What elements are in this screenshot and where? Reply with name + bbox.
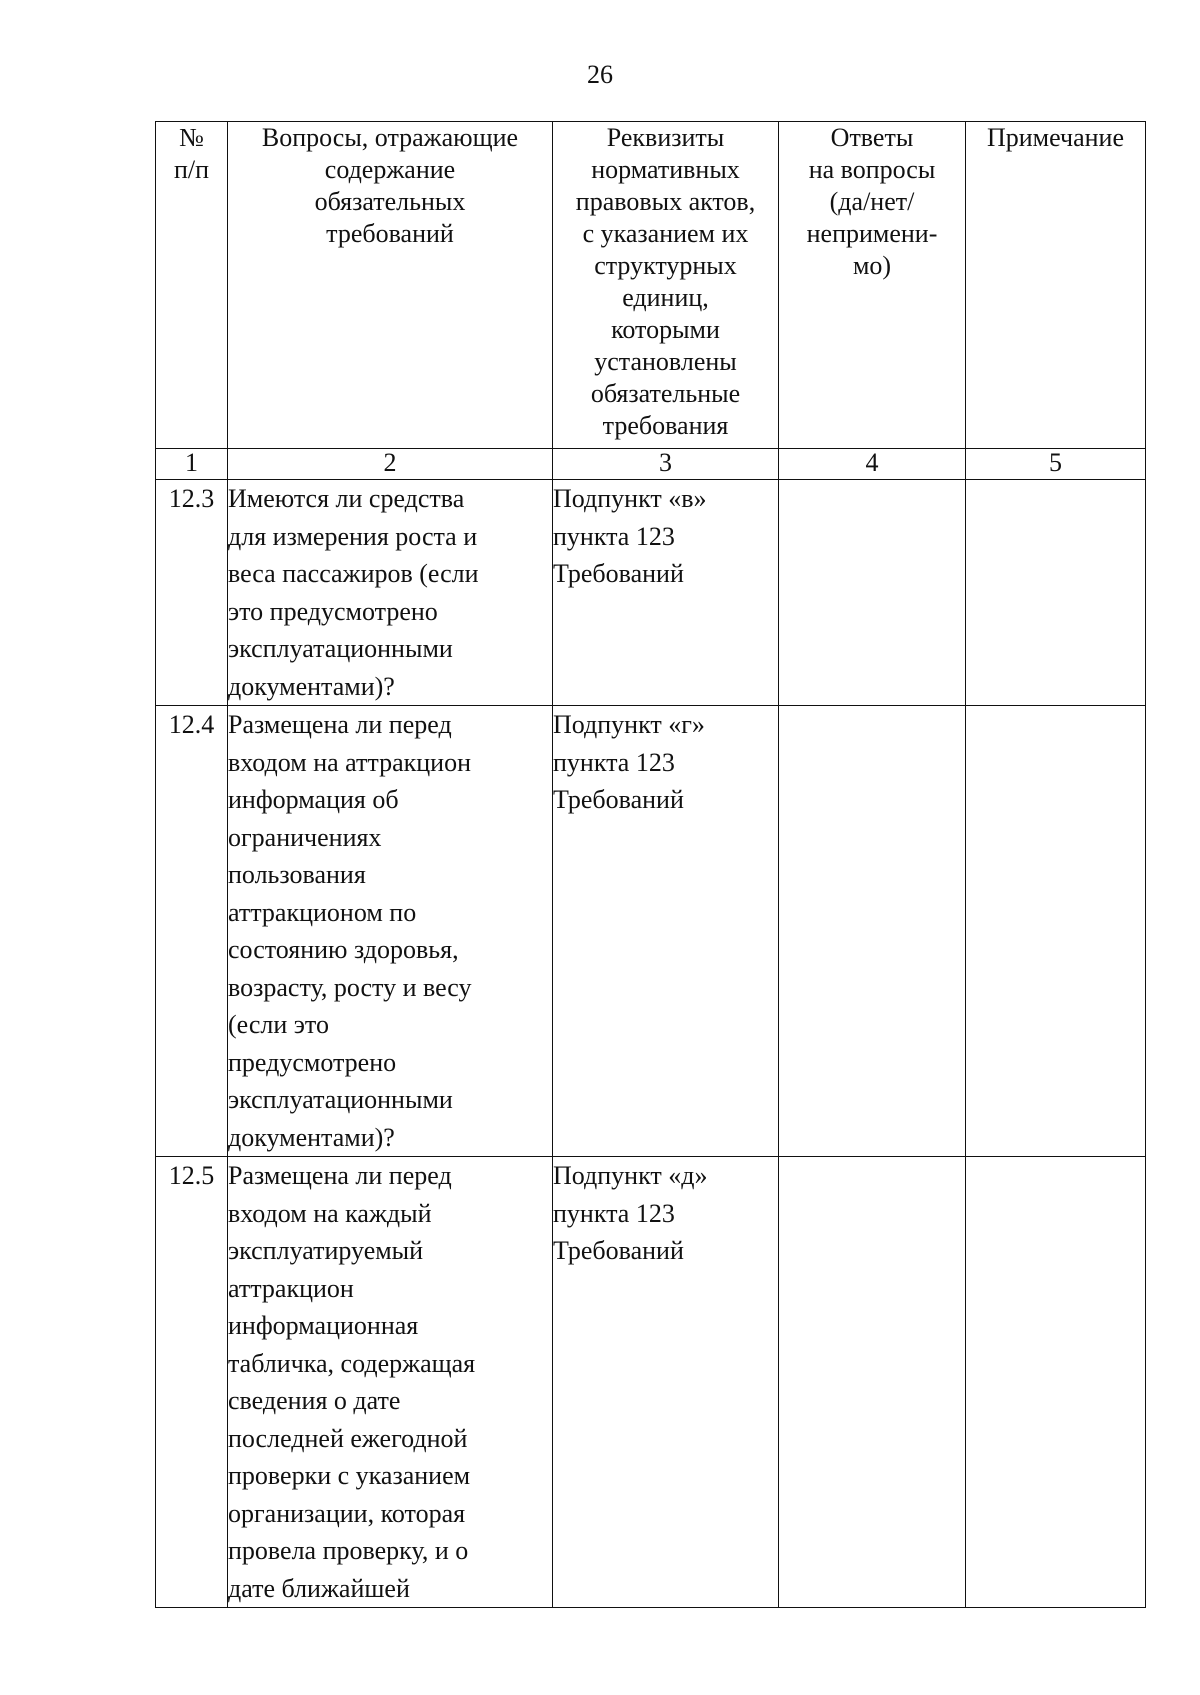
text-line: пункта 123 xyxy=(553,747,675,777)
text-line: Подпункт «д» xyxy=(553,1161,708,1190)
column-number: 4 xyxy=(779,449,966,480)
row-reference xyxy=(553,706,779,1157)
text-line: на вопросы xyxy=(808,155,936,184)
text-line: которыми xyxy=(611,315,720,344)
column-numbers-row xyxy=(156,449,1146,480)
text-line: организации, которая xyxy=(228,1498,466,1528)
text-line: Подпункт «г» xyxy=(553,710,705,739)
text-line: состоянию здоровья, xyxy=(228,935,459,964)
text-line: для измерения роста и xyxy=(228,521,478,551)
header-col-note xyxy=(966,122,1146,449)
table-row xyxy=(156,706,1146,1157)
header-col-number xyxy=(156,122,228,449)
text-line: Размещена ли перед xyxy=(228,1161,452,1190)
text-line: Размещена ли перед xyxy=(228,710,452,739)
text-line: входом на каждый xyxy=(228,1198,432,1228)
row-number: 12.3 xyxy=(156,480,228,706)
text-line: Реквизиты xyxy=(606,123,725,152)
column-number: 2 xyxy=(228,449,553,480)
text-line: возрасту, росту и весу xyxy=(228,972,472,1002)
text-line: аттракцион xyxy=(228,1273,354,1303)
text-line: ограничениях xyxy=(228,822,382,852)
page-number: 26 xyxy=(587,60,613,89)
text-line: обязательных xyxy=(314,187,466,216)
text-line: последней ежегодной xyxy=(228,1423,468,1453)
header-col-questions xyxy=(228,122,553,449)
text-line: содержание xyxy=(324,155,456,184)
row-answer[interactable] xyxy=(779,480,966,706)
row-question xyxy=(228,1157,553,1608)
text-line: это предусмотрено xyxy=(228,596,438,626)
text-line: информация об xyxy=(228,785,399,814)
text-line: (да/нет/ xyxy=(829,187,915,216)
text-line: (если это xyxy=(228,1010,329,1039)
row-reference xyxy=(553,480,779,706)
text-line: Вопросы, отражающие xyxy=(261,123,519,152)
text-line: требований xyxy=(326,219,454,248)
text-line: правовых актов, xyxy=(575,187,756,216)
text-line: табличка, содержащая xyxy=(228,1348,476,1378)
table-row xyxy=(156,480,1146,706)
header-col-answers xyxy=(779,122,966,449)
text-line: предусмотрено xyxy=(228,1047,397,1077)
text-line: обязательные xyxy=(590,379,741,408)
text-line: № xyxy=(179,123,204,152)
text-line: аттракционом по xyxy=(228,897,417,927)
text-line: пункта 123 xyxy=(553,521,675,551)
row-question xyxy=(228,706,553,1157)
text-line: проверки с указанием xyxy=(228,1461,471,1490)
text-line: веса пассажиров (если xyxy=(228,559,479,588)
text-line: информационная xyxy=(228,1311,419,1340)
row-note[interactable] xyxy=(966,706,1146,1157)
row-note[interactable] xyxy=(966,1157,1146,1608)
column-number: 5 xyxy=(966,449,1146,480)
text-line: нормативных xyxy=(591,155,740,184)
row-reference xyxy=(553,1157,779,1608)
text-line: с указанием их xyxy=(582,219,749,248)
text-line: единиц, xyxy=(622,283,709,312)
text-line: эксплуатируемый xyxy=(228,1236,424,1265)
text-line: документами)? xyxy=(228,1122,395,1152)
requirements-table xyxy=(155,121,1146,1608)
text-line: документами)? xyxy=(228,671,395,701)
text-line: сведения о дате xyxy=(228,1386,401,1415)
text-line: Требований xyxy=(553,559,684,588)
text-line: Примечание xyxy=(986,123,1125,152)
column-number: 3 xyxy=(553,449,779,480)
text-line: эксплуатационными xyxy=(228,1085,453,1114)
text-line: дате ближайшей xyxy=(228,1573,410,1603)
row-question xyxy=(228,480,553,706)
text-line: п/п xyxy=(173,155,210,184)
row-number: 12.5 xyxy=(156,1157,228,1608)
text-line: мо) xyxy=(852,251,892,280)
row-answer[interactable] xyxy=(779,1157,966,1608)
header-col-references xyxy=(553,122,779,449)
table-header-row xyxy=(156,122,1146,449)
row-number: 12.4 xyxy=(156,706,228,1157)
text-line: Имеются ли средства xyxy=(228,484,465,513)
text-line: Требований xyxy=(553,785,684,814)
table-row xyxy=(156,1157,1146,1608)
column-number: 1 xyxy=(156,449,228,480)
text-line: Требований xyxy=(553,1236,684,1265)
text-line: Подпункт «в» xyxy=(553,484,707,513)
text-line: пункта 123 xyxy=(553,1198,675,1228)
text-line: установлены xyxy=(594,347,737,376)
text-line: эксплуатационными xyxy=(228,634,453,663)
text-line: пользования xyxy=(228,860,366,889)
text-line: входом на аттракцион xyxy=(228,747,472,777)
text-line: Ответы xyxy=(830,123,914,152)
text-line: требования xyxy=(602,411,729,440)
text-line: непримени- xyxy=(806,219,938,248)
text-line: провела проверку, и о xyxy=(228,1536,469,1565)
text-line: структурных xyxy=(594,251,737,280)
row-note[interactable] xyxy=(966,480,1146,706)
row-answer[interactable] xyxy=(779,706,966,1157)
